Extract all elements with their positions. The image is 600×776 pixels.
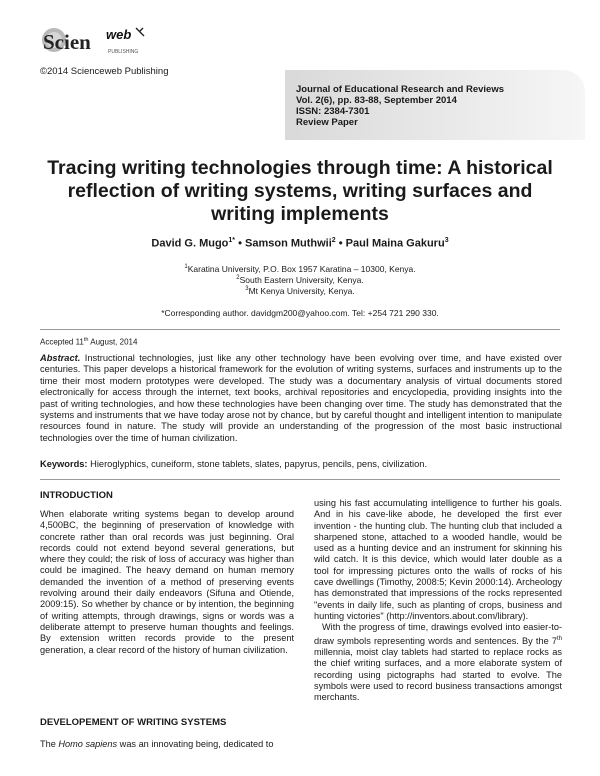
affiliation-1: $^1$Karatina University, P.O. Box 1957 Karatina – 10300, Kenya.	[184, 264, 416, 274]
journal-volume: Vol. 2(6), pp. 83-88, September 2014	[296, 95, 457, 106]
author-affiliation-mark: 2	[331, 237, 336, 244]
paragraph: using his fast accumulating intelligence to further his goals. And in his cave-like abode, he developed the first ever invention - the hunting club. The hunting club that included a sharpened stone, attached to a wooded handle, would be used as a hunting device and an instrument for skinning his wild catch. It is this device, which would later double as a tool for impressing pictures onto the walls of rocks of his cave dwellings (Timothy, 2008:5; Kevin 2000:14). Archeology has demonstrated that impressions of the rocks represented "events in daily life, such as planting of crops, business and hunting victories" (http://inventors.about.com/library).	[314, 498, 562, 621]
publisher-logo	[40, 22, 150, 64]
author-separator: •	[335, 237, 346, 250]
author-affiliation-mark: 1*	[228, 237, 236, 244]
body-column-right	[314, 498, 562, 703]
corresponding-author: *Corresponding author. davidgm200@yahoo.com. Tel: +254 721 290 330.	[161, 308, 439, 318]
logo-overlay-text: web	[106, 27, 132, 42]
abstract-text: Instructional technologies, just like any other technology have been evolving over time, and have existed over centuries. This paper develops a historical framework for the evolution of writing systems, surfaces and instruments up to the time their most modern prototypes were developed. The study was a documentary analysis of virtual documents stored electronically for access through the internet, text books, archival repositories and encyclopedia, providing insights into the past of writing technologies, and how these technologies have been changing over time. The study has demonstrated that the systems and instruments that we have today arose not by chance, but by careful thought and intelligent intention to manipulate resources found in nature. The study will provide an understanding of the progression of the most basic instructional technologies over the time of human civilization.	[40, 353, 562, 443]
accepted-date: Accepted 11th August, 2014	[40, 337, 138, 347]
affiliation-3: $^3$Mt Kenya University, Kenya.	[245, 286, 355, 296]
title-line: reflection of writing systems, writing surfaces and	[67, 180, 533, 202]
paper-title	[20, 157, 580, 226]
copyright: ©2014 Scienceweb Publishing	[40, 66, 169, 77]
author-name: Paul Maina Gakuru	[345, 237, 445, 250]
author-separator: •	[235, 237, 245, 250]
logo-sub-text: PUBLISHING	[108, 49, 139, 55]
paper-type: Review Paper	[296, 117, 358, 128]
section-heading-development: DEVELOPEMENT OF WRITING SYSTEMS	[40, 717, 227, 728]
author-name: David G. Mugo	[151, 237, 229, 250]
paragraph: The Homo sapiens was an innovating being, dedicated to	[40, 739, 274, 749]
paragraph: With the progress of time, drawings evolved into easier-to-draw symbols representing words and sentences. By the 7th millennia, moist clay tablets had started to replace rocks as the chief writing surfaces, and a more elaborate system of recording using pictographs had started to evolve. The symbols were used to record business transactions amongst merchants.	[314, 622, 562, 703]
title-line: Tracing writing technologies through time: A historical	[47, 157, 553, 179]
affiliation-2: $^2$South Eastern University, Kenya.	[236, 275, 364, 285]
journal-info-box	[285, 70, 585, 140]
logo-text: Scien	[43, 30, 91, 54]
journal-name: Journal of Educational Research and Reviews	[296, 84, 505, 95]
abstract	[40, 353, 562, 444]
keywords	[40, 459, 562, 469]
divider	[40, 479, 560, 480]
author-list	[20, 237, 580, 250]
keywords-text: Hieroglyphics, cuneiform, stone tablets, slates, papyrus, pencils, pens, civilization.	[87, 459, 428, 469]
body-column-left	[40, 509, 294, 656]
paragraph: When elaborate writing systems began to develop around 4,500BC, the beginning of preservation of knowledge with concrete rather than oral records was just beginning. Oral records could not extend beyond several generations, but where they could; the risk of loss of accuracy was higher than could be imagined. The heavy demand on human memory demanded the invention of a method of preserving events revolving around their daily endeavors (Sifuna and Otiende, 2009:15). So whether by chance or by intention, the beginning of writing attempts, through drawings, signs or words was a deliberate attempt to preserve human thoughts and feelings. By extension written records provide to the present generation, a clear record of the history of human civilization.	[40, 509, 294, 655]
divider	[40, 329, 560, 330]
journal-issn: ISSN: 2384-7301	[296, 106, 370, 117]
author-affiliation-mark: 3	[444, 237, 449, 244]
abstract-label: Abstract.	[40, 353, 81, 363]
title-line: writing implements	[211, 203, 389, 225]
author-name: Samson Muthwii	[245, 237, 332, 250]
section-heading-introduction: INTRODUCTION	[40, 490, 113, 501]
keywords-label: Keywords:	[40, 459, 88, 469]
